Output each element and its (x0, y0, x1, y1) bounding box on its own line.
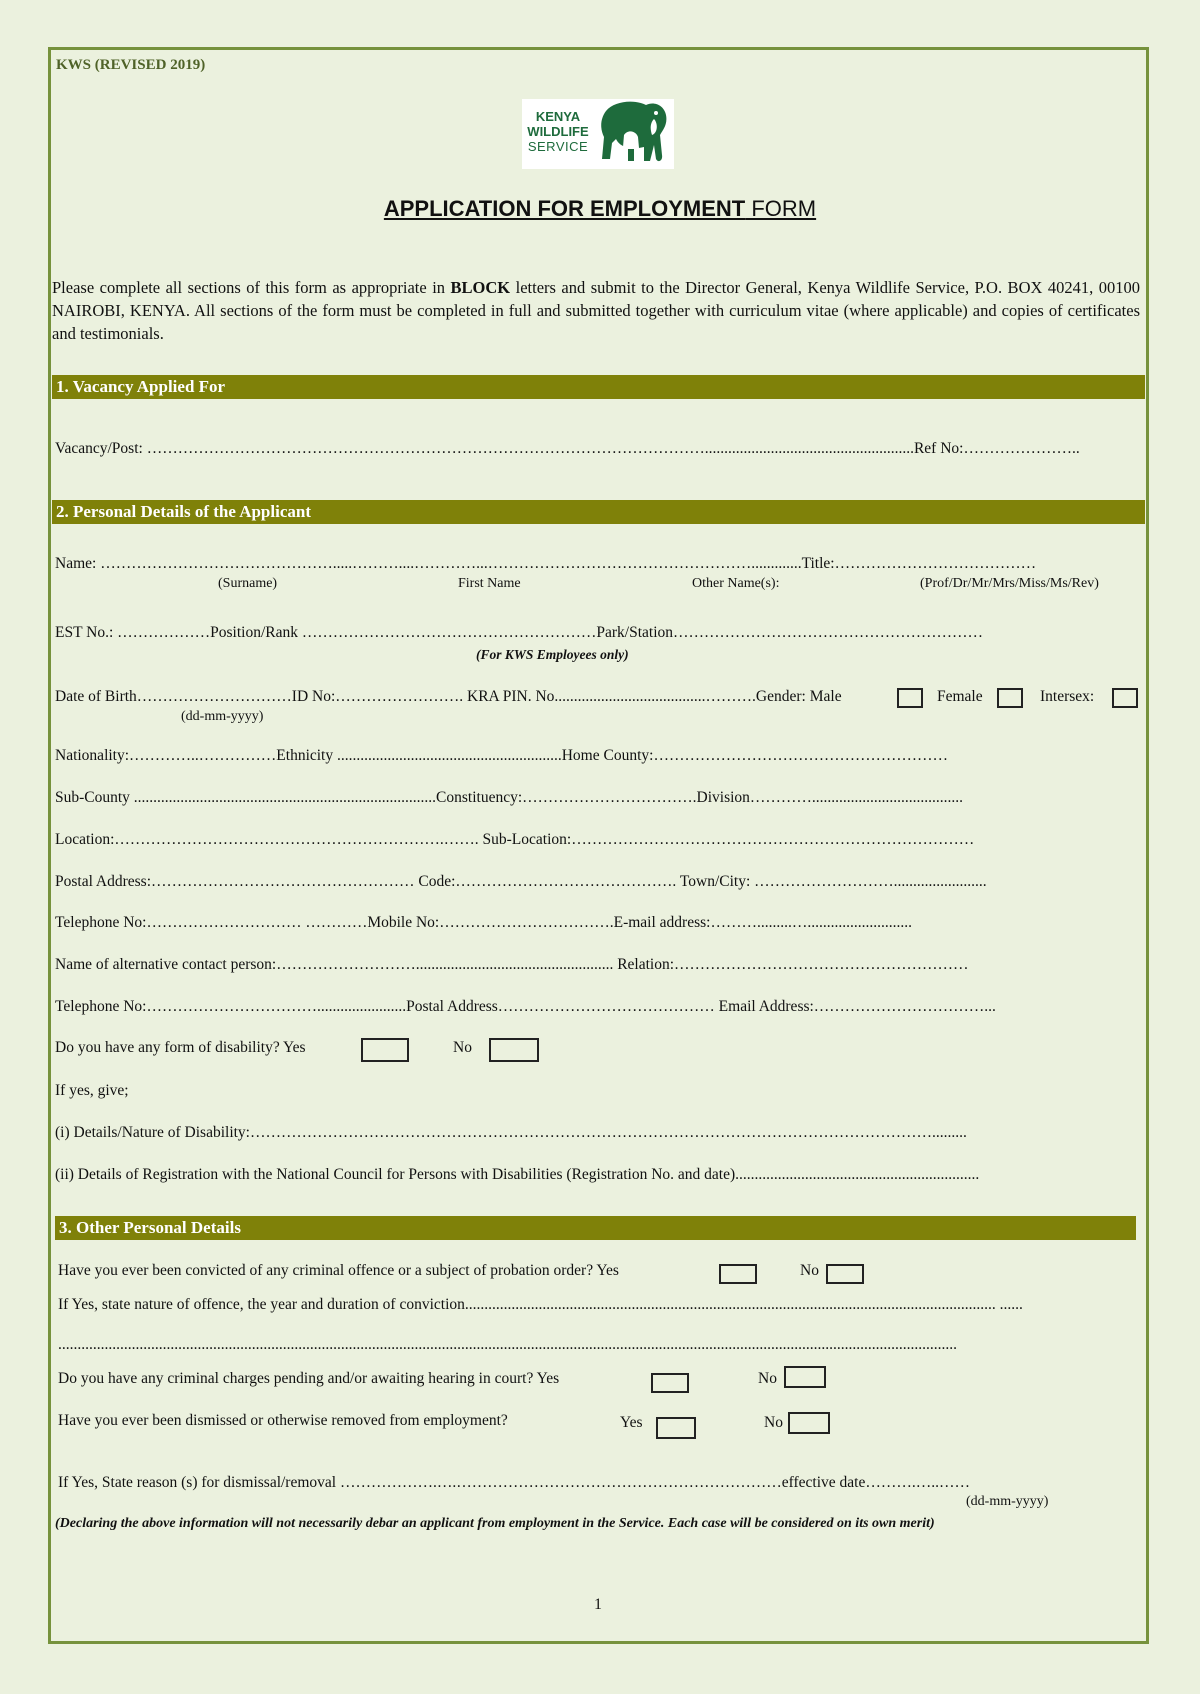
ncpwd-registration-field[interactable]: (ii) Details of Registration with the National Council for Persons with Disabilities (Registration No. and date)............................................................... (55, 1166, 980, 1183)
convicted-question: Have you ever been convicted of any criminal offence or a subject of probation order? Yes (58, 1262, 619, 1279)
nationality-ethnicity-county-field[interactable]: Nationality:…………..……………Ethnicity ..........................................................Home County:………………………………………………… (55, 747, 948, 764)
offence-details-continued[interactable]: ........................................................................................................................................................................................................................................ (58, 1336, 957, 1353)
logo-line-wildlife: WILDLIFE (527, 124, 589, 139)
kws-employees-note: (For KWS Employees only) (476, 647, 629, 662)
intro-text-2: letters and submit to the Director General, Kenya Wildlife Service, P.O. BOX 40241, 00100 NAIROBI, KENYA. All sections of the form must be completed in full and submitted together with curriculum vitae (where applicable) and copies of certificates and testimonials. (52, 278, 1141, 343)
elephant-logo-icon (588, 99, 672, 169)
pending-no-checkbox[interactable] (784, 1366, 826, 1388)
surname-label: (Surname) (218, 576, 278, 591)
alternative-contact-details-field[interactable]: Telephone No:…………………………….......................Postal Address…………………………………… Email Address:……………………………... (55, 998, 996, 1015)
intro-paragraph (52, 276, 1140, 345)
section-2-heading: 2. Personal Details of the Applicant (52, 500, 1145, 524)
vacancy-post-field[interactable]: Vacancy/Post: ………………………………………………………………………………………………......................................................Ref No:………………….. (55, 440, 1080, 457)
gender-male-checkbox[interactable] (897, 688, 923, 708)
gender-female-checkbox[interactable] (997, 688, 1023, 708)
disability-details-field[interactable]: (i) Details/Nature of Disability:……………………………………………………………………………………………………………………......... (55, 1124, 967, 1141)
dismissed-no-checkbox[interactable] (788, 1412, 830, 1434)
dob-format-hint: (dd-mm-yyyy) (181, 709, 264, 724)
convicted-no-checkbox[interactable] (826, 1264, 864, 1284)
alternative-contact-field[interactable]: Name of alternative contact person:………………………................................................... Relation:………………………………………………… (55, 956, 969, 973)
disability-no-checkbox[interactable] (489, 1038, 539, 1062)
dismissal-reason-field[interactable]: If Yes, State reason (s) for dismissal/removal ……………….….………………………………………………………effective date……….…..…… (58, 1474, 970, 1491)
kws-logo (522, 99, 674, 169)
section-3-heading: 3. Other Personal Details (55, 1216, 1136, 1240)
intro-text-1: Please complete all sections of this form as appropriate in (52, 278, 451, 297)
effective-date-format-hint: (dd-mm-yyyy) (966, 1494, 1049, 1509)
gender-female-label: Female (937, 688, 983, 705)
convicted-no-label: No (800, 1262, 819, 1279)
form-title-rest: FORM (745, 196, 817, 221)
pending-charges-question: Do you have any criminal charges pending and/or awaiting hearing in court? Yes (58, 1370, 560, 1387)
page-number: 1 (594, 1596, 602, 1613)
offence-details-field[interactable]: If Yes, state nature of offence, the year and duration of conviction......................................................................................................................................... ...... (58, 1296, 1023, 1313)
logo-line-service: SERVICE (527, 139, 589, 154)
pending-no-label: No (758, 1370, 777, 1387)
logo-line-kenya: KENYA (535, 109, 581, 124)
logo-wordmark (525, 109, 591, 154)
telephone-mobile-email-field[interactable]: Telephone No:………………………… …………Mobile No:…………………………….E-mail address:……….........…........................... (55, 914, 912, 931)
title-options-label: (Prof/Dr/Mr/Mrs/Miss/Ms/Rev) (920, 576, 1099, 591)
gender-intersex-checkbox[interactable] (1112, 688, 1138, 708)
dismissed-yes-checkbox[interactable] (656, 1417, 696, 1439)
subcounty-constituency-division-field[interactable]: Sub-County ..............................................................................Constituency:…………………………….Division…………....................................... (55, 789, 964, 806)
disability-no-label: No (453, 1039, 472, 1056)
first-name-label: First Name (458, 576, 521, 591)
postal-code-town-field[interactable]: Postal Address:…………………………………………… Code:……………………………………. Town/City: ………………………........................ (55, 873, 987, 890)
est-position-field[interactable]: EST No.: ………………Position/Rank …………………………………………………Park/Station…………………………………………………… (55, 624, 984, 641)
location-sublocation-field[interactable]: Location:……………………………………………………….……. Sub-Location:…………………………………………………………………… (55, 831, 975, 848)
dob-id-kra-field[interactable]: Date of Birth…………………………ID No:……………………. KRA PIN. No.......................................……….Gender: Male (55, 688, 842, 705)
dismissed-yes-label: Yes (620, 1414, 643, 1431)
disability-question: Do you have any form of disability? Yes (55, 1039, 306, 1056)
intro-text-bold: BLOCK (450, 278, 511, 297)
if-yes-give: If yes, give; (55, 1082, 129, 1099)
form-title-bold: APPLICATION FOR EMPLOYMENT (383, 196, 746, 221)
convicted-yes-checkbox[interactable] (719, 1264, 757, 1284)
pending-yes-checkbox[interactable] (651, 1373, 689, 1393)
form-title (0, 196, 1200, 222)
gender-intersex-label: Intersex: (1040, 688, 1095, 705)
declaration-note: (Declaring the above information will not necessarily debar an applicant from employment in the Service. Each case will be considered on its own merit) (55, 1516, 935, 1531)
dismissed-question: Have you ever been dismissed or otherwise removed from employment? (58, 1412, 508, 1429)
disability-yes-checkbox[interactable] (361, 1038, 409, 1062)
section-1-heading: 1. Vacancy Applied For (52, 375, 1145, 399)
dismissed-no-label: No (764, 1414, 783, 1431)
revision-label: KWS (REVISED 2019) (56, 57, 206, 73)
other-names-label: Other Name(s): (692, 576, 780, 591)
name-field[interactable]: Name: ……………………………………….....………....…………...…………………………………………….............Title:………………………………… (55, 555, 1037, 572)
